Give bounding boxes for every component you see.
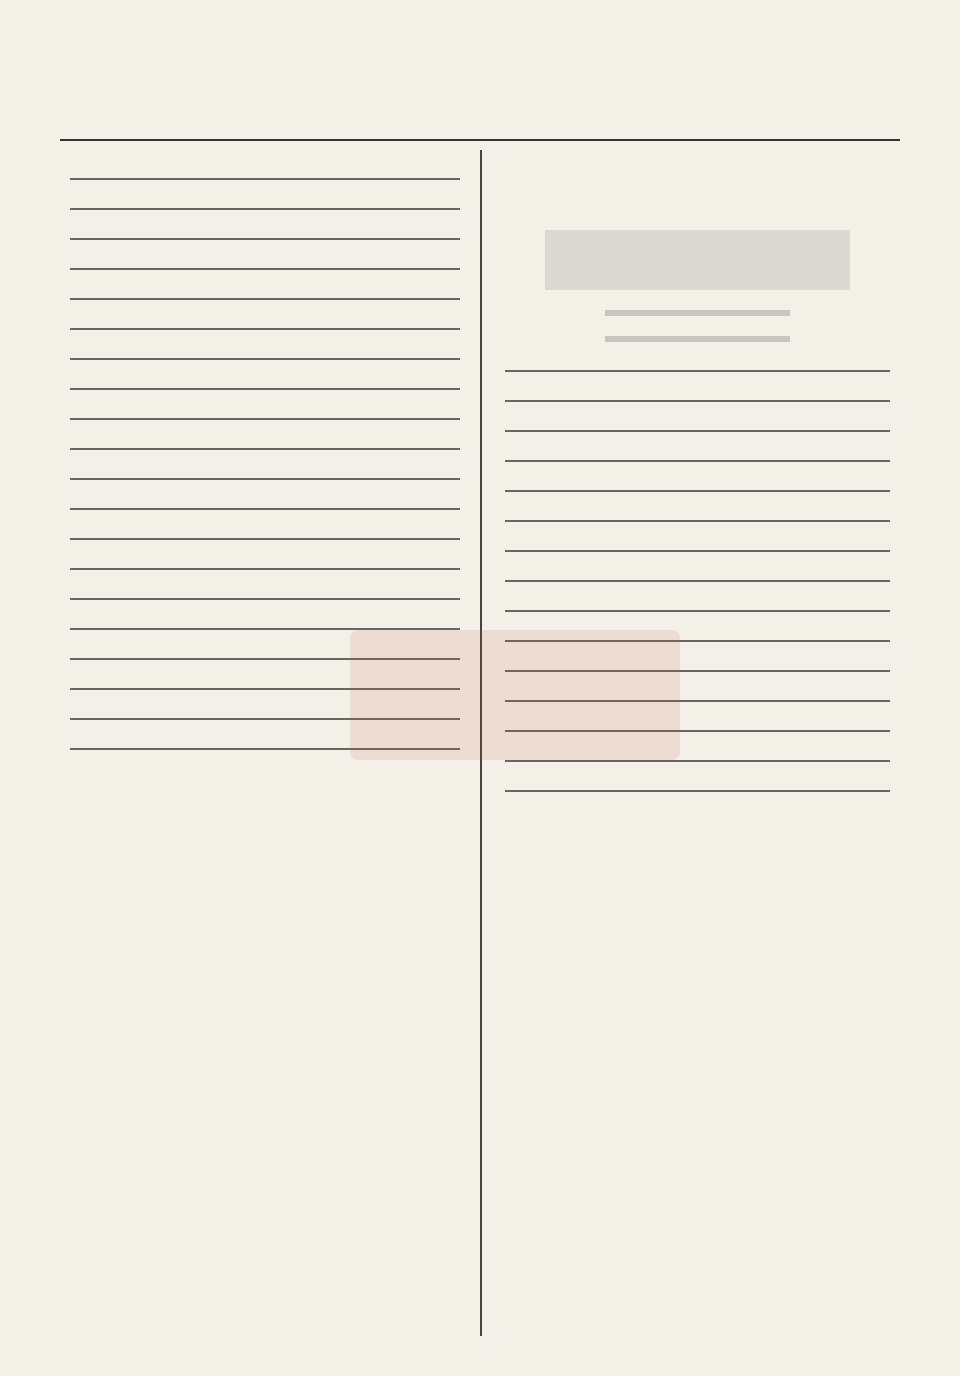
archive-watermark (350, 630, 680, 760)
author-line-placeholder (605, 336, 790, 342)
page-header (60, 95, 900, 141)
article-title-placeholder (545, 230, 850, 290)
article-subtitle-placeholder (605, 310, 790, 316)
